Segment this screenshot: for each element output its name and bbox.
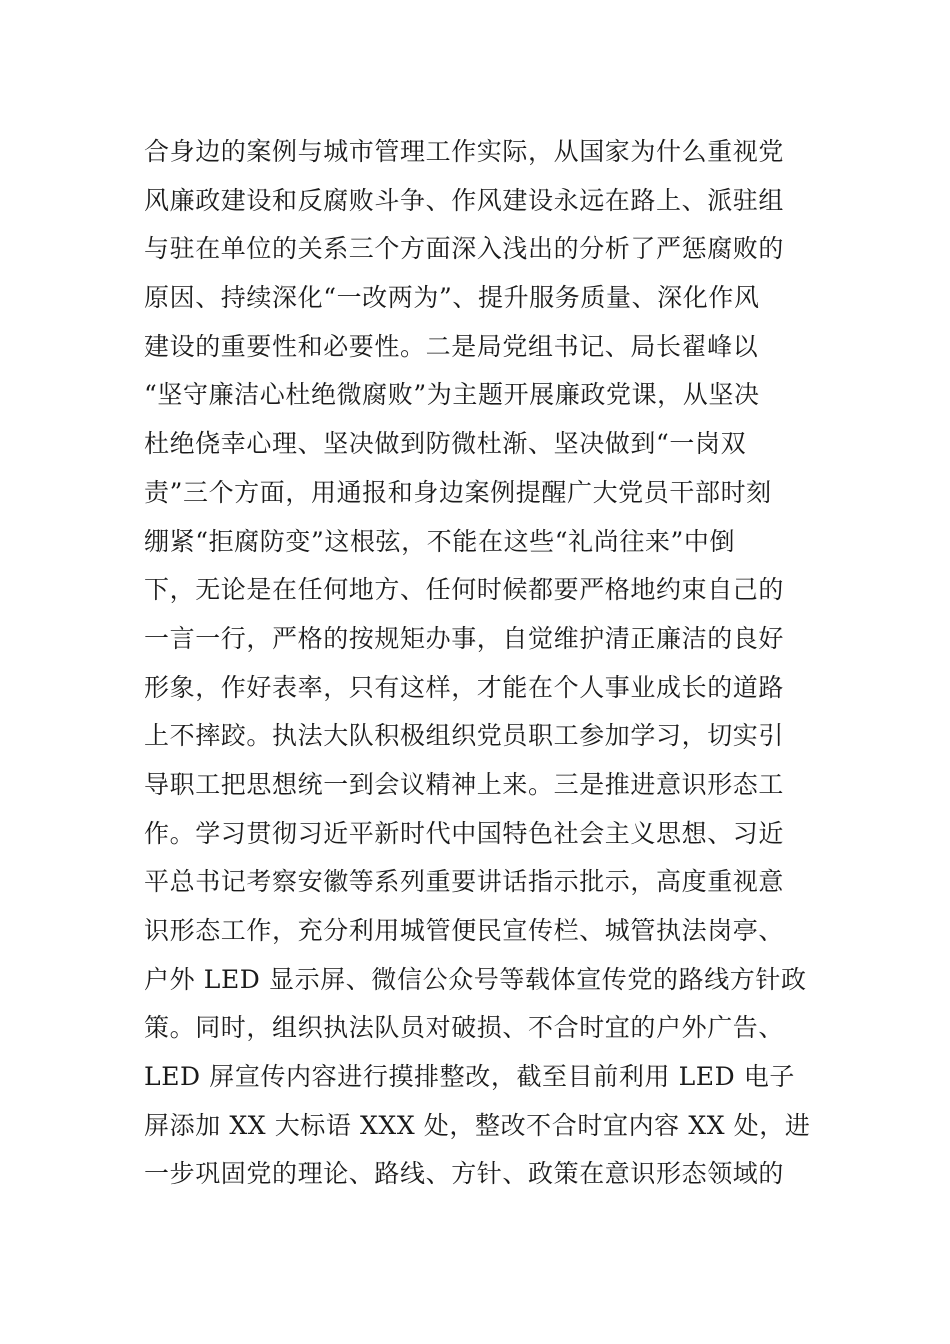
text-line: 屏添加 XX 大标语 XXX 处，整改不合时宜内容 XX 处，进 (144, 1110, 811, 1140)
text-line: 户外 LED 显示屏、微信公众号等载体宣传党的路线方针政 (144, 964, 807, 994)
text-line: 建设的重要性和必要性。二是局党组书记、局长翟峰以 (144, 331, 759, 361)
text-line: 策。同时，组织执法队员对破损、不合时宜的户外广告、 (144, 1013, 785, 1043)
text-line: 识形态工作，充分利用城管便民宣传栏、城管执法岗亭、 (144, 916, 785, 945)
text-line: LED 屏宣传内容进行摸排整改，截至目前利用 LED 电子 (144, 1062, 796, 1092)
text-line: 合身边的案例与城市管理工作实际，从国家为什么重视党 (144, 137, 785, 166)
text-line: 平总书记考察安徽等系列重要讲话指示批示，高度重视意 (144, 867, 785, 897)
text-line: 上不摔跤。执法大队积极组织党员职工参加学习，切实引 (144, 721, 785, 751)
text-line: 导职工把思想统一到会议精神上来。三是推进意识形态工 (144, 769, 785, 799)
text-line: 风廉政建设和反腐败斗争、作风建设永远在路上、派驻组 (144, 185, 785, 215)
text-line: 形象，作好表率，只有这样，才能在个人事业成长的道路 (144, 672, 785, 702)
text-line: 原因、持续深化“一改两为”、提升服务质量、深化作风 (144, 283, 760, 313)
text-line: 下，无论是在任何地方、任何时候都要严格地约束自己的 (144, 575, 785, 605)
text-line: 一言一行，严格的按规矩办事，自觉维护清正廉洁的良好 (144, 623, 785, 653)
text-line: 绷紧“拒腐防变”这根弦，不能在这些“礼尚往来”中倒 (144, 526, 736, 556)
text-line: 责”三个方面，用通报和身边案例提醒广大党员干部时刻 (144, 477, 772, 507)
text-line: 一步巩固党的理论、路线、方针、政策在意识形态领域的 (144, 1159, 785, 1189)
text-line: 杜绝侥幸心理、坚决做到防微杜渐、坚决做到“一岗双 (144, 429, 747, 459)
text-line: 与驻在单位的关系三个方面深入浅出的分析了严惩腐败的 (144, 234, 785, 264)
body-paragraph (144, 128, 809, 1199)
text-line: 作。学习贯彻习近平新时代中国特色社会主义思想、习近 (144, 818, 785, 848)
text-line: “坚守廉洁心杜绝微腐败”为主题开展廉政党课，从坚决 (144, 380, 760, 410)
